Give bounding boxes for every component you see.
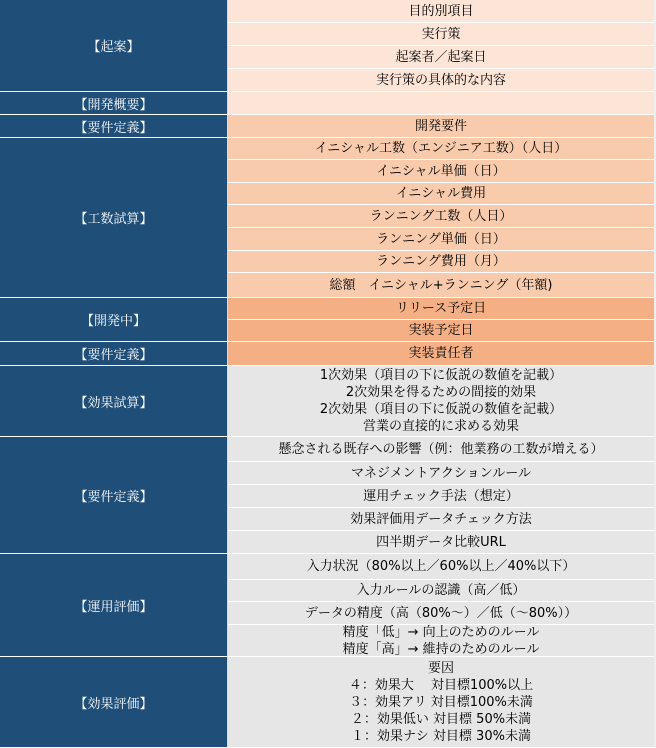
item-cell[interactable]	[228, 46, 654, 69]
item-cell[interactable]	[228, 183, 654, 205]
item-cell[interactable]	[228, 320, 654, 342]
group-label[interactable]: 【工数試算】	[0, 138, 228, 298]
item-cell[interactable]	[228, 138, 654, 160]
group-label[interactable]: 【要件定義】	[0, 342, 228, 366]
item-text: ランニング工数（人日）	[369, 208, 513, 224]
item-text: 実行策	[421, 26, 461, 42]
group-label[interactable]: 【要件定義】	[0, 437, 228, 554]
item-text: 懸念される既存への影響（例：他業務の工数が増える）	[278, 441, 604, 457]
item-text: 精度「低」→ 向上のためのルール	[342, 625, 540, 640]
item-text: ランニング費用（月）	[376, 254, 506, 269]
item-text: 開発要件	[414, 118, 467, 134]
item-cell[interactable]	[228, 366, 654, 437]
item-cell[interactable]	[228, 342, 654, 366]
item-cell[interactable]	[228, 508, 654, 531]
item-text: 2次効果（項目の下に仮説の数値を記載）	[319, 402, 563, 417]
item-cell[interactable]	[228, 462, 654, 485]
item-text: ２：効果低い 対目標 50%未満	[350, 711, 532, 727]
item-cell[interactable]	[228, 580, 654, 602]
item-cell[interactable]	[228, 0, 654, 23]
item-cell[interactable]	[228, 115, 654, 138]
item-text: 営業の直接的に求める効果	[362, 419, 519, 434]
group-label[interactable]: 【起案】	[0, 0, 228, 92]
group-label[interactable]: 【効果試算】	[0, 366, 228, 437]
item-cell[interactable]	[228, 273, 654, 298]
item-text: 要因	[427, 660, 454, 676]
item-text: イニシャル費用	[395, 186, 487, 201]
group-label[interactable]: 【開発概要】	[0, 92, 228, 115]
item-cell[interactable]	[228, 657, 654, 748]
item-text: 実装責任者	[408, 346, 474, 361]
item-text: 四半期データ比較URL	[376, 534, 506, 550]
group-label[interactable]: 【効果評価】	[0, 657, 228, 748]
item-text: 実装予定日	[408, 323, 474, 338]
item-cell[interactable]	[228, 92, 654, 115]
item-text: ４：効果大 対目標100%以上	[348, 677, 534, 693]
item-cell[interactable]	[228, 160, 654, 183]
item-cell[interactable]	[228, 602, 654, 625]
item-cell[interactable]	[228, 531, 654, 554]
item-text: マネジメントアクションルール	[351, 465, 531, 481]
item-text: 目的別項目	[408, 3, 474, 19]
group-label[interactable]: 【開発中】	[0, 298, 228, 342]
item-text: リリース予定日	[395, 301, 487, 316]
item-cell[interactable]	[228, 485, 654, 508]
item-text: ３：効果アリ 対目標100%未満	[349, 694, 533, 710]
item-text: 運用チェック手法（想定）	[363, 488, 519, 504]
item-cell[interactable]	[228, 205, 654, 228]
item-text: 1次効果（項目の下に仮説の数値を記載）	[319, 368, 563, 383]
group-label[interactable]: 【運用評価】	[0, 554, 228, 657]
item-text: 2次効果を得るための間接的効果	[345, 385, 537, 400]
item-cell[interactable]	[228, 625, 654, 657]
item-text: 入力ルールの認識（高／低）	[356, 583, 526, 598]
item-text: 入力状況（80%以上／60%以上／40%以下）	[306, 559, 576, 574]
group-label[interactable]: 【要件定義】	[0, 115, 228, 138]
item-text: 実行策の具体的な内容	[375, 72, 506, 88]
item-text: データの精度（高（80%〜）／低（〜80%））	[304, 605, 578, 621]
item-text: 精度「高」→ 維持のためのルール	[342, 641, 540, 657]
item-text: イニシャル工数（エンジニア工数）（人日）	[314, 141, 568, 156]
item-text: 起案者／起案日	[395, 49, 487, 65]
item-text: １：効果ナシ 対目標 30%未満	[351, 728, 531, 744]
item-cell[interactable]	[228, 228, 654, 251]
item-cell[interactable]	[228, 554, 654, 580]
item-cell[interactable]	[228, 23, 654, 46]
item-text: イニシャル単価（日）	[376, 163, 506, 179]
item-cell[interactable]	[228, 437, 654, 462]
item-cell[interactable]	[228, 298, 654, 320]
item-cell[interactable]	[228, 251, 654, 273]
item-text: ランニング単価（日）	[376, 231, 506, 247]
item-cell[interactable]	[228, 69, 654, 92]
item-text: 総額 イニシャル+ランニング（年額)	[329, 277, 553, 293]
item-text: 効果評価用データチェック方法	[350, 511, 532, 527]
